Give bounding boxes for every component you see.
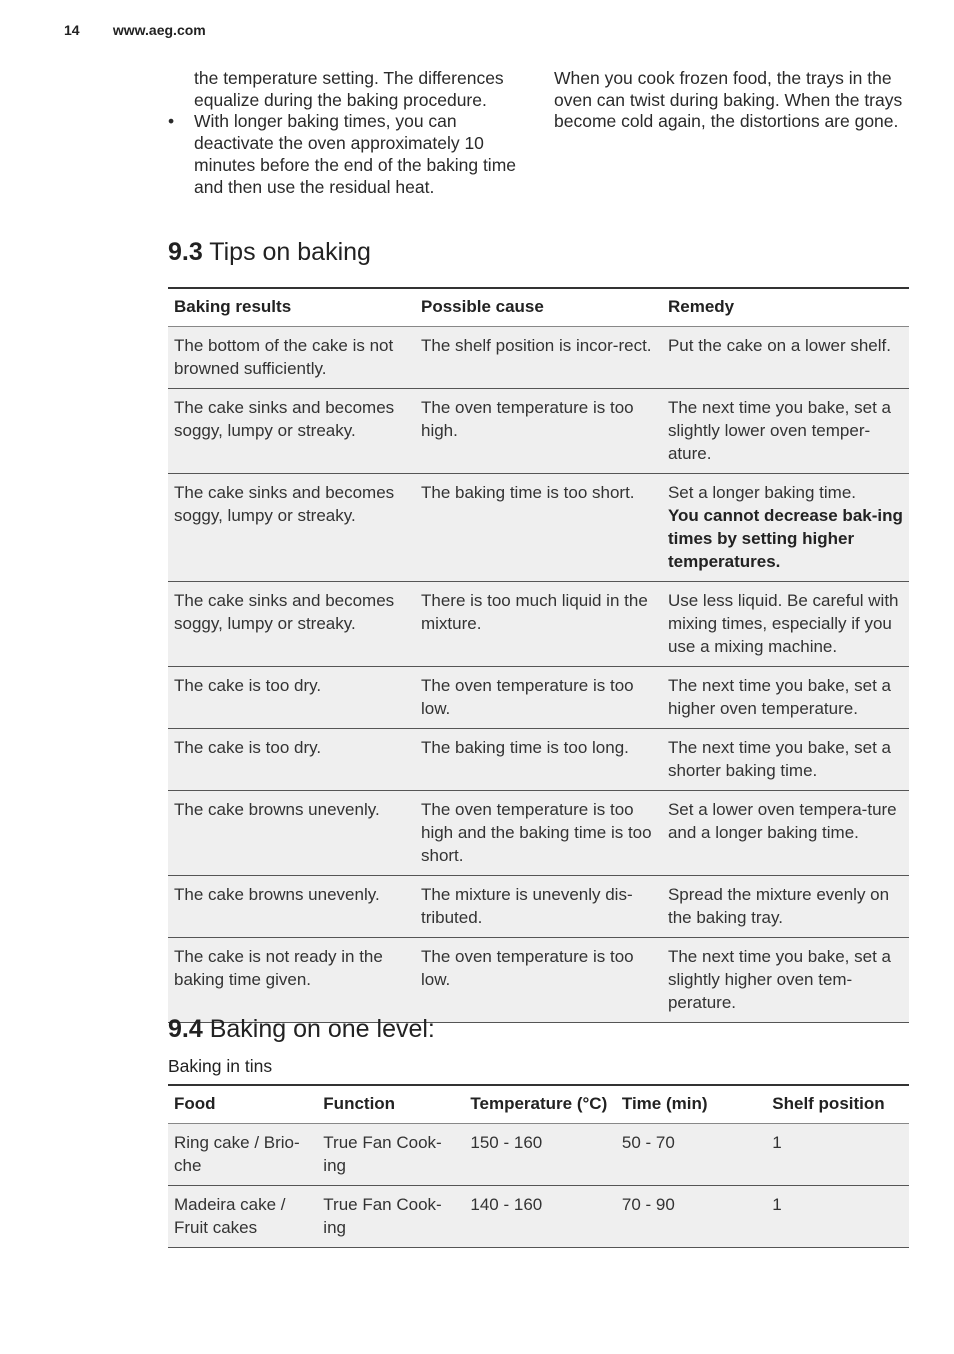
cell-cause: The baking time is too short. [415, 474, 662, 582]
cell-shelf: 1 [766, 1186, 909, 1248]
cell-cause: The shelf position is incor-rect. [415, 327, 662, 389]
section-9-4-heading [168, 1015, 435, 1044]
cell-result: The cake is too dry. [168, 667, 415, 729]
cell-cause: There is too much liquid in the mixture. [415, 582, 662, 667]
cell-cause: The oven temperature is too high and the baking time is too short. [415, 791, 662, 876]
baking-tins-table [168, 1084, 909, 1248]
table-row [168, 582, 909, 667]
intro-continuation: the temperature setting. The differences equalize during the baking procedure. [194, 68, 504, 110]
remedy-text: The next time you bake, set a slightly lower oven temper-ature. [667, 398, 891, 463]
table-header-row [168, 1085, 909, 1124]
cell-result: The cake sinks and becomes soggy, lumpy or streaky. [168, 582, 415, 667]
cell-remedy [662, 729, 909, 791]
table-row [168, 327, 909, 389]
cell-function: True Fan Cook-ing [317, 1124, 464, 1186]
table-row [168, 729, 909, 791]
cell-food: Ring cake / Brio-che [168, 1124, 317, 1186]
remedy-text: Put the cake on a lower shelf. [667, 336, 891, 355]
section-9-3-heading [168, 238, 371, 267]
remedy-text: Use less liquid. Be careful with mixing times, especially if you use a mixing machine. [667, 591, 899, 656]
cell-function: True Fan Cook-ing [317, 1186, 464, 1248]
cell-cause: The oven temperature is too low. [415, 667, 662, 729]
table-row [168, 389, 909, 474]
column-header: Possible cause [415, 288, 662, 327]
cell-food: Madeira cake / Fruit cakes [168, 1186, 317, 1248]
cell-result: The cake is not ready in the baking time given. [168, 938, 415, 1023]
remedy-warning: You cannot decrease bak-ing times by setting higher temperatures. [667, 506, 903, 571]
section-title: Tips on baking [209, 238, 371, 266]
column-header: Remedy [662, 288, 909, 327]
cell-time: 70 - 90 [616, 1186, 766, 1248]
cell-remedy [662, 582, 909, 667]
section-title: Baking on one level: [209, 1015, 435, 1043]
cell-remedy [662, 791, 909, 876]
column-header: Temperature (°C) [464, 1085, 615, 1124]
remedy-text: Set a lower oven tempera-ture and a longer baking time. [667, 800, 897, 842]
remedy-text: Set a longer baking time. [667, 483, 857, 502]
cell-remedy [662, 938, 909, 1023]
cell-remedy [662, 474, 909, 582]
cell-result: The cake sinks and becomes soggy, lumpy or streaky. [168, 474, 415, 582]
intro-left-column [168, 68, 528, 198]
remedy-text: Spread the mixture evenly on the baking tray. [667, 885, 890, 927]
table-row [168, 474, 909, 582]
table-header-row [168, 288, 909, 327]
section-subtitle: Baking in tins [168, 1056, 273, 1076]
table-row [168, 876, 909, 938]
cell-result: The cake sinks and becomes soggy, lumpy or streaky. [168, 389, 415, 474]
column-header: Function [317, 1085, 464, 1124]
cell-cause: The oven temperature is too low. [415, 938, 662, 1023]
cell-temperature: 140 - 160 [464, 1186, 615, 1248]
cell-result: The bottom of the cake is not browned sufficiently. [168, 327, 415, 389]
table-row [168, 938, 909, 1023]
intro-bullet-text: With longer baking times, you can deactivate the oven approximately 10 minutes before the end of the baking time and then use the residual heat. [194, 111, 517, 197]
column-header: Shelf position [766, 1085, 909, 1124]
cell-result: The cake browns unevenly. [168, 791, 415, 876]
page-number: 14 [64, 22, 80, 38]
table-row [168, 791, 909, 876]
cell-cause: The mixture is unevenly dis-tributed. [415, 876, 662, 938]
cell-remedy [662, 876, 909, 938]
cell-cause: The baking time is too long. [415, 729, 662, 791]
bullet-icon: • [168, 111, 175, 132]
cell-remedy [662, 327, 909, 389]
header-url[interactable]: www.aeg.com [112, 22, 206, 38]
cell-shelf: 1 [766, 1124, 909, 1186]
page-header [64, 22, 206, 38]
cell-remedy [662, 667, 909, 729]
remedy-text: The next time you bake, set a shorter baking time. [667, 738, 891, 780]
cell-time: 50 - 70 [616, 1124, 766, 1186]
column-header: Baking results [168, 288, 415, 327]
cell-remedy [662, 389, 909, 474]
cell-cause: The oven temperature is too high. [415, 389, 662, 474]
intro-right-column [554, 68, 904, 133]
table-row [168, 1186, 909, 1248]
section-number: 9.3 [168, 238, 203, 266]
remedy-text: The next time you bake, set a slightly higher oven tem-perature. [667, 947, 891, 1012]
section-number: 9.4 [168, 1015, 203, 1043]
baking-tips-table [168, 287, 909, 1023]
cell-temperature: 150 - 160 [464, 1124, 615, 1186]
column-header: Time (min) [616, 1085, 766, 1124]
table-row [168, 667, 909, 729]
cell-result: The cake is too dry. [168, 729, 415, 791]
cell-result: The cake browns unevenly. [168, 876, 415, 938]
column-header: Food [168, 1085, 317, 1124]
table-row [168, 1124, 909, 1186]
intro-bullet [168, 111, 528, 198]
intro-right-text: When you cook frozen food, the trays in the oven can twist during baking. When the trays become cold again, the distortions are gone. [554, 68, 903, 132]
remedy-text: The next time you bake, set a higher oven temperature. [667, 676, 891, 718]
